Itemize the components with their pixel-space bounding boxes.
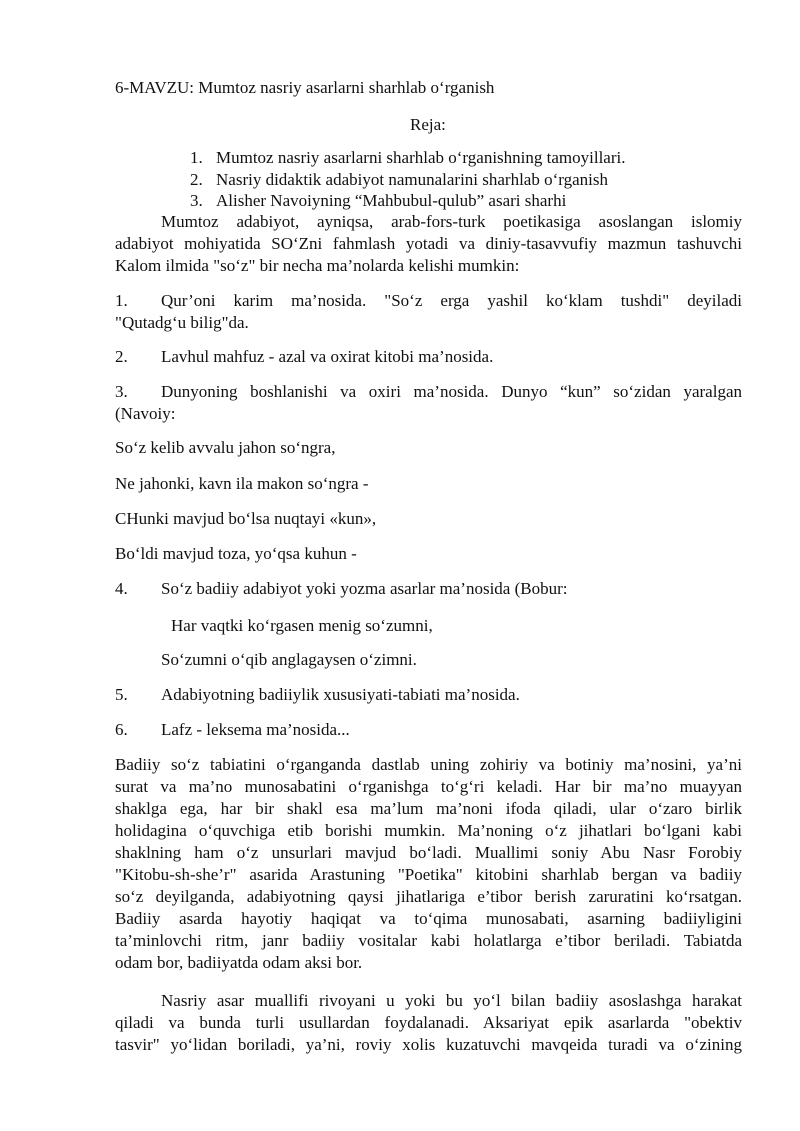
paragraph-line: odam bor, badiiyatda odam aksi bor. — [115, 953, 363, 972]
page-title: 6-MAVZU: Mumtoz nasriy asarlarni sharhlab o‘rganish — [115, 78, 495, 97]
plan-item-number: 2. — [190, 170, 203, 189]
item-number: 5. — [115, 685, 128, 704]
item-text: Adabiyotning badiiylik xususiyati-tabiati ma’nosida. — [161, 685, 520, 704]
item-number: 1. — [115, 291, 128, 310]
paragraph-line: tasvir" yo‘lidan boriladi, ya’ni, roviy xolis kuzatuvchi mavqeida turadi va o‘zining — [115, 1035, 742, 1054]
item-number: 3. — [115, 382, 128, 401]
item-text: (Navoiy: — [115, 404, 176, 423]
paragraph-line: ta’minlovchi ritm, janr badiiy vositalar kabi holatlarga e’tibor beriladi. Tabiatda — [115, 931, 742, 950]
verse-line: So‘z kelib avvalu jahon so‘ngra, — [115, 438, 336, 457]
paragraph-line: shaklga ega, har bir shakl esa ma’lum ma’noni ifoda qiladi, ular o‘zaro birlik — [115, 799, 742, 818]
item-number: 4. — [115, 579, 128, 598]
plan-item: Alisher Navoiyning “Mahbubul-qulub” asari sharhi — [216, 191, 567, 210]
verse-line: CHunki mavjud bo‘lsa nuqtayi «kun», — [115, 509, 377, 528]
item-text: Lafz - leksema ma’nosida... — [161, 720, 350, 739]
verse-line: Har vaqtki ko‘rgasen menig so‘zumni, — [171, 616, 433, 635]
item-text: Dunyoning boshlanishi va oxiri ma’nosida. Dunyo “kun” so‘zidan yaralgan — [161, 382, 742, 401]
verse-line: Ne jahonki, kavn ila makon so‘ngra - — [115, 474, 369, 493]
item-number: 6. — [115, 720, 128, 739]
paragraph-line: Mumtoz adabiyot, ayniqsa, arab-fors-turk poetikasiga asoslangan islomiy — [161, 212, 742, 231]
paragraph-line: "Kitobu-sh-she’r" asarida Arastuning "Poetika" kitobini sharhlab bergan va badiiy — [115, 865, 742, 884]
plan-heading: Reja: — [410, 115, 446, 134]
item-text: "Qutadg‘u bilig"da. — [115, 313, 249, 332]
paragraph-line: adabiyot mohiyatida SO‘Zni fahmlash yotadi va diniy-tasavvufiy mazmun tashuvchi — [115, 234, 742, 253]
item-text: Lavhul mahfuz - azal va oxirat kitobi ma’nosida. — [161, 347, 494, 366]
plan-item-number: 1. — [190, 148, 203, 167]
verse-line: Bo‘ldi mavjud toza, yo‘qsa kuhun - — [115, 544, 357, 563]
paragraph-line: Badiiy asarda hayotiy haqiqat va to‘qima munosabati, asarning badiiyligini — [115, 909, 742, 928]
paragraph-line: surat va ma’no munosabatini o‘rganishga to‘g‘ri keladi. Har bir ma’no muayyan — [115, 777, 742, 796]
item-number: 2. — [115, 347, 128, 366]
plan-item-number: 3. — [190, 191, 203, 210]
item-text: Qur’oni karim ma’nosida. "So‘z erga yashil ko‘klam tushdi" deyiladi — [161, 291, 742, 310]
paragraph-line: so‘z deyilganda, adabiyotning qaysi jihatlariga e’tibor berish zaruratini ko‘rsatgan. — [115, 887, 742, 906]
plan-item: Mumtoz nasriy asarlarni sharhlab o‘rganishning tamoyillari. — [216, 148, 626, 167]
paragraph-line: Kalom ilmida "so‘z" bir necha ma’nolarda kelishi mumkin: — [115, 256, 520, 275]
paragraph-line: qiladi va bunda turli usullardan foydalanadi. Aksariyat epik asarlarda "obektiv — [115, 1013, 742, 1032]
paragraph-line: holidagina o‘quvchiga etib borishi mumkin. Ma’noning o‘z jihatlari bo‘lgani kabi — [115, 821, 742, 840]
paragraph-line: Nasriy asar muallifi rivoyani u yoki bu yo‘l bilan badiiy asoslashga harakat — [161, 991, 742, 1010]
verse-line: So‘zumni o‘qib anglagaysen o‘zimni. — [161, 650, 417, 669]
body-paragraph-1 — [115, 754, 742, 974]
plan-item: Nasriy didaktik adabiyot namunalarini sharhlab o‘rganish — [216, 170, 609, 189]
paragraph-line: shaklning ham o‘z unsurlari mavjud bo‘ladi. Muallimi soniy Abu Nasr Forobiy — [115, 843, 742, 862]
paragraph-line: Badiiy so‘z tabiatini o‘rganganda dastlab uning zohiriy va botiniy ma’nosini, ya’ni — [115, 755, 742, 774]
item-text: So‘z badiiy adabiyot yoki yozma asarlar ma’nosida (Bobur: — [161, 579, 568, 598]
